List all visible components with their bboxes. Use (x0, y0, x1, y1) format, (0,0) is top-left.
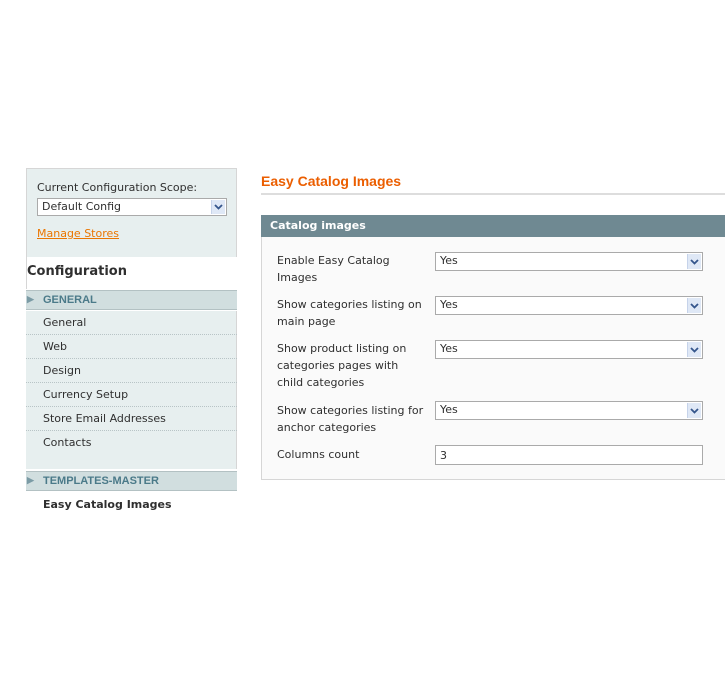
scope-select[interactable] (37, 198, 227, 216)
scope-select-value: Default Config (42, 200, 121, 213)
sidebar-item-design[interactable] (26, 359, 237, 383)
page-title: Easy Catalog Images (261, 173, 402, 189)
field-label-enable: Enable Easy Catalog Images (277, 254, 390, 284)
nav-group-general-label: GENERAL (43, 294, 97, 306)
sidebar-item-label: Design (43, 364, 81, 377)
select-value: Yes (440, 403, 458, 416)
fieldset-header[interactable] (261, 215, 725, 237)
general-nav-list (26, 311, 237, 469)
chevron-down-icon (687, 342, 701, 357)
title-divider (261, 193, 725, 195)
sidebar-item-web[interactable] (26, 335, 237, 359)
show-categories-main-page-select[interactable] (435, 296, 703, 315)
sidebar-item-contacts[interactable] (26, 431, 237, 455)
chevron-down-icon (687, 254, 701, 269)
select-value: Yes (440, 254, 458, 267)
nav-group-templates-master[interactable] (26, 471, 237, 491)
manage-stores-link[interactable]: Manage Stores (37, 227, 119, 240)
configuration-heading (26, 257, 237, 289)
sidebar-item-easy-catalog-images[interactable]: Easy Catalog Images (43, 498, 172, 511)
show-anchor-categories-select[interactable] (435, 401, 703, 420)
show-product-listing-select[interactable] (435, 340, 703, 359)
columns-count-input[interactable] (435, 445, 703, 465)
select-value: Yes (440, 298, 458, 311)
sidebar-item-label: Contacts (43, 436, 92, 449)
field-label-product-listing: Show product listing on categories pages with child categories (277, 342, 407, 389)
enable-easy-catalog-images-select[interactable] (435, 252, 703, 271)
field-label-columns-count: Columns count (277, 448, 360, 461)
sidebar-item-general[interactable] (26, 311, 237, 335)
sidebar-item-store-email-addresses[interactable] (26, 407, 237, 431)
sidebar-item-label: General (43, 316, 87, 329)
field-label-main-page: Show categories listing on main page (277, 298, 422, 328)
chevron-down-icon (687, 298, 701, 313)
sidebar-item-label: Currency Setup (43, 388, 129, 401)
nav-group-templates-master-label: TEMPLATES-MASTER (43, 475, 159, 487)
fieldset-title: Catalog images (270, 219, 366, 232)
scope-switcher-panel (26, 168, 237, 257)
select-value: Yes (440, 342, 458, 355)
chevron-down-icon (211, 200, 225, 214)
configuration-heading-text: Configuration (27, 264, 127, 279)
chevron-down-icon (687, 403, 701, 418)
expand-arrow-icon: ▶ (27, 475, 34, 485)
scope-label: Current Configuration Scope: (37, 181, 198, 194)
nav-group-general[interactable] (26, 290, 237, 310)
expand-arrow-icon: ▶ (27, 294, 34, 304)
sidebar-item-label: Web (43, 340, 67, 353)
sidebar-item-currency-setup[interactable] (26, 383, 237, 407)
sidebar-item-label: Store Email Addresses (43, 412, 166, 425)
field-label-anchor-categories: Show categories listing for anchor categories (277, 404, 424, 434)
input-value: 3 (440, 449, 447, 462)
